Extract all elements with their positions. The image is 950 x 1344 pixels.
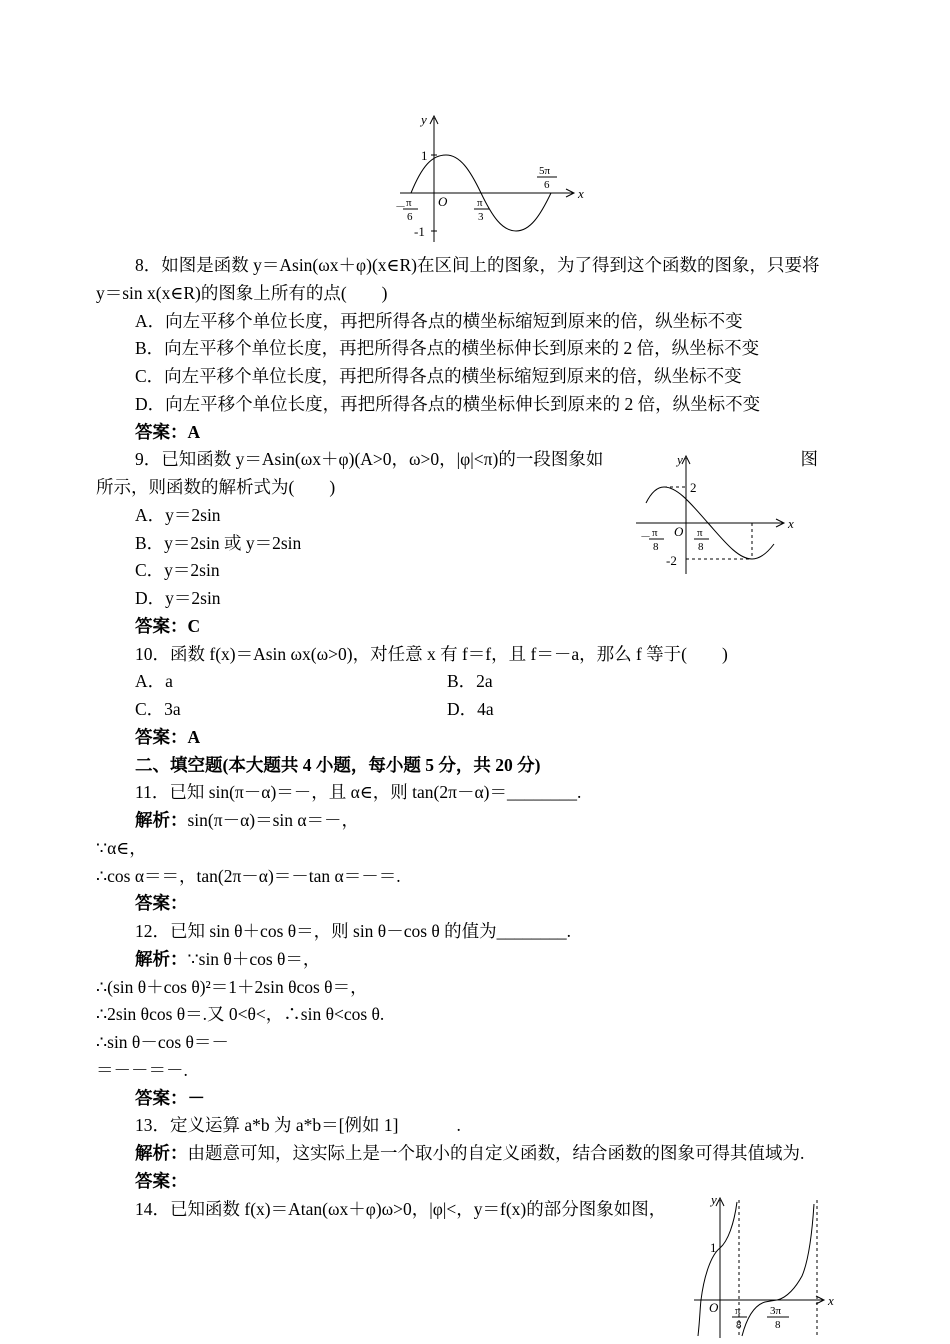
neg-pi-8-sign: － [640, 531, 651, 543]
q9-option-d: D．y＝2sin [135, 588, 221, 608]
q9-option-c: C．y＝2sin [135, 560, 220, 581]
q11-analysis-line1 [96, 807, 858, 835]
three-pi-8-denominator: 8 [775, 1319, 781, 1331]
q10-options-row2 [96, 696, 858, 724]
q13-stem-text: 13．定义运算 a*b 为 a*b＝[例如 1] [135, 1115, 399, 1136]
y-axis-label: y [421, 112, 427, 127]
q12-analysis-line1 [96, 946, 858, 974]
q10-answer-value: A [187, 726, 201, 747]
q12-analysis-text1: ∵sin θ＋cos θ＝， [187, 948, 321, 969]
max-value-label: 1 [421, 148, 428, 163]
q12-analysis-label: 解析： [135, 948, 188, 969]
section2-title: 二、填空题(本大题共 4 小题，每小题 5 分，共 20 分) [135, 754, 541, 775]
three-pi-8-numerator: 3π [770, 1305, 782, 1317]
pi-8-numerator: π [697, 527, 703, 539]
q8-option-d: D．向左平移个单位长度，再把所得各点的横坐标伸长到原来的 2 倍，纵坐标不变 [135, 393, 761, 414]
pi-3-numerator: π [477, 197, 483, 209]
q13-answer-label: 答案： [135, 1170, 188, 1191]
min-value-label: -1 [414, 224, 425, 239]
q11-analysis-line3: ∴cos α＝＝，tan(2π－α)＝－tan α＝－＝. [96, 865, 401, 886]
q9-answer-label: 答案： [135, 615, 188, 636]
q14-stem: 14．已知函数 f(x)＝Atan(ωx＋φ)ω>0，|φ|<，y＝f(x)的部分图象如图， [135, 1198, 667, 1219]
pi-3-denominator: 3 [478, 211, 484, 223]
q13-stem-period: . [456, 1115, 461, 1136]
five-pi-6-numerator: 5π [539, 165, 551, 177]
q9-option-b: B．y＝2sin 或 y＝2sin [135, 532, 302, 553]
neg-pi-6-denominator: 6 [407, 211, 413, 223]
q12-stem: 12．已知 sin θ＋cos θ＝，则 sin θ－cos θ 的值为________. [135, 921, 572, 941]
q11-analysis-line2: ∵α∈， [96, 837, 147, 858]
q12-analysis-line2: ∴(sin θ＋cos θ)²＝1＋2sin θcos θ＝， [96, 976, 368, 997]
q12-answer-label: 答案： [135, 1087, 188, 1108]
q8-option-c: C．向左平移个单位长度，再把所得各点的横坐标缩短到原来的倍，纵坐标不变 [135, 366, 742, 386]
min-value-label: -2 [666, 553, 677, 568]
q11-analysis-label: 解析： [135, 810, 188, 830]
q10-option-d: D．4a [447, 699, 494, 719]
q9-stem-line1 [96, 446, 858, 474]
five-pi-6-denominator: 6 [544, 179, 550, 191]
q12-analysis-line3: ∴2sin θcos θ＝.又 0<θ<，∴sin θ<cos θ. [96, 1004, 385, 1025]
q8-function-graph [392, 108, 592, 248]
q8-answer-label: 答案： [135, 421, 188, 442]
q12-answer-value: － [187, 1087, 205, 1108]
q9-answer-line [96, 613, 858, 641]
origin-label: O [709, 1300, 719, 1315]
q10-option-a: A．a [135, 671, 173, 692]
q13-analysis-label: 解析： [135, 1143, 188, 1163]
pi-8-numerator: π [735, 1305, 741, 1317]
q13-answer-line [96, 1168, 858, 1196]
q12-answer-line [96, 1085, 858, 1113]
x-axis-label: x [828, 1293, 834, 1308]
q10-option-c: C．3a [135, 699, 181, 719]
q11-analysis-text1: sin(π－α)＝sin α＝－， [187, 810, 360, 830]
q12-analysis-line4: ∴sin θ－cos θ＝－ [96, 1032, 229, 1052]
worksheet-body [96, 252, 858, 1223]
q13-analysis-line1 [96, 1140, 858, 1168]
q8-answer-line [96, 419, 858, 447]
q8-option-a: A．向左平移个单位长度，再把所得各点的横坐标缩短到原来的倍，纵坐标不变 [135, 310, 743, 331]
max-value-label: 2 [690, 480, 697, 495]
origin-label: O [674, 524, 684, 539]
q8-stem-line1: 8．如图是函数 y＝Asin(ωx＋φ)(x∈R)在区间上的图象，为了得到这个函数的图象，只要将 [135, 255, 820, 275]
origin-label: O [438, 194, 448, 209]
neg-pi-6-numerator: π [406, 197, 412, 209]
q10-answer-label: 答案： [135, 726, 188, 747]
q9-stem-wrap-char: 图 [800, 449, 818, 470]
x-axis-label: x [578, 186, 584, 201]
q11-stem: 11．已知 sin(π－α)＝－，且 α∈，则 tan(2π－α)＝________. [135, 782, 582, 803]
q9-answer-value: C [187, 615, 201, 636]
q10-options-row1 [96, 668, 858, 696]
x-axis-label: x [788, 516, 794, 531]
q10-option-b: B．2a [447, 671, 493, 692]
q8-answer-value: A [187, 421, 201, 442]
q9-stem-text: 9．已知函数 y＝Asin(ωx＋φ)(A>0，ω>0，|φ|<π)的一段图象如 [135, 449, 604, 470]
y-axis-label: y [677, 452, 683, 467]
q9-option-a: A．y＝2sin [135, 504, 221, 525]
q8-sine-plot [392, 108, 592, 248]
q12-analysis-line5: ＝－－＝－. [96, 1059, 188, 1080]
y-axis-label: y [711, 1192, 717, 1207]
neg-pi-6-sign: － [395, 201, 406, 213]
q10-stem: 10．函数 f(x)＝Asin ωx(ω>0)，对任意 x 有 f＝f，且 f＝－a，那么 f 等于( ) [135, 643, 728, 664]
q10-answer-line [96, 724, 858, 752]
q11-answer-label: 答案： [135, 893, 188, 914]
q11-answer-line [96, 890, 858, 918]
q13-stem-line [96, 1112, 858, 1140]
neg-pi-8-denominator: 8 [653, 541, 659, 553]
pi-8-denominator: 8 [698, 541, 704, 553]
q13-analysis-text1: 由题意可知，这实际上是一个取小的自定义函数，结合函数的图象可得其值域为. [187, 1143, 805, 1163]
neg-pi-8-numerator: π [652, 527, 658, 539]
pi-8-denominator: 8 [736, 1319, 742, 1331]
q8-stem-line2: y＝sin x(x∈R)的图象上所有的点( ) [96, 282, 388, 303]
q9-stem-line2: 所示，则函数的解析式为( ) [96, 477, 336, 497]
one-value-label: 1 [710, 1240, 717, 1255]
q8-option-b: B．向左平移个单位长度，再把所得各点的横坐标伸长到原来的 2 倍，纵坐标不变 [135, 338, 760, 359]
